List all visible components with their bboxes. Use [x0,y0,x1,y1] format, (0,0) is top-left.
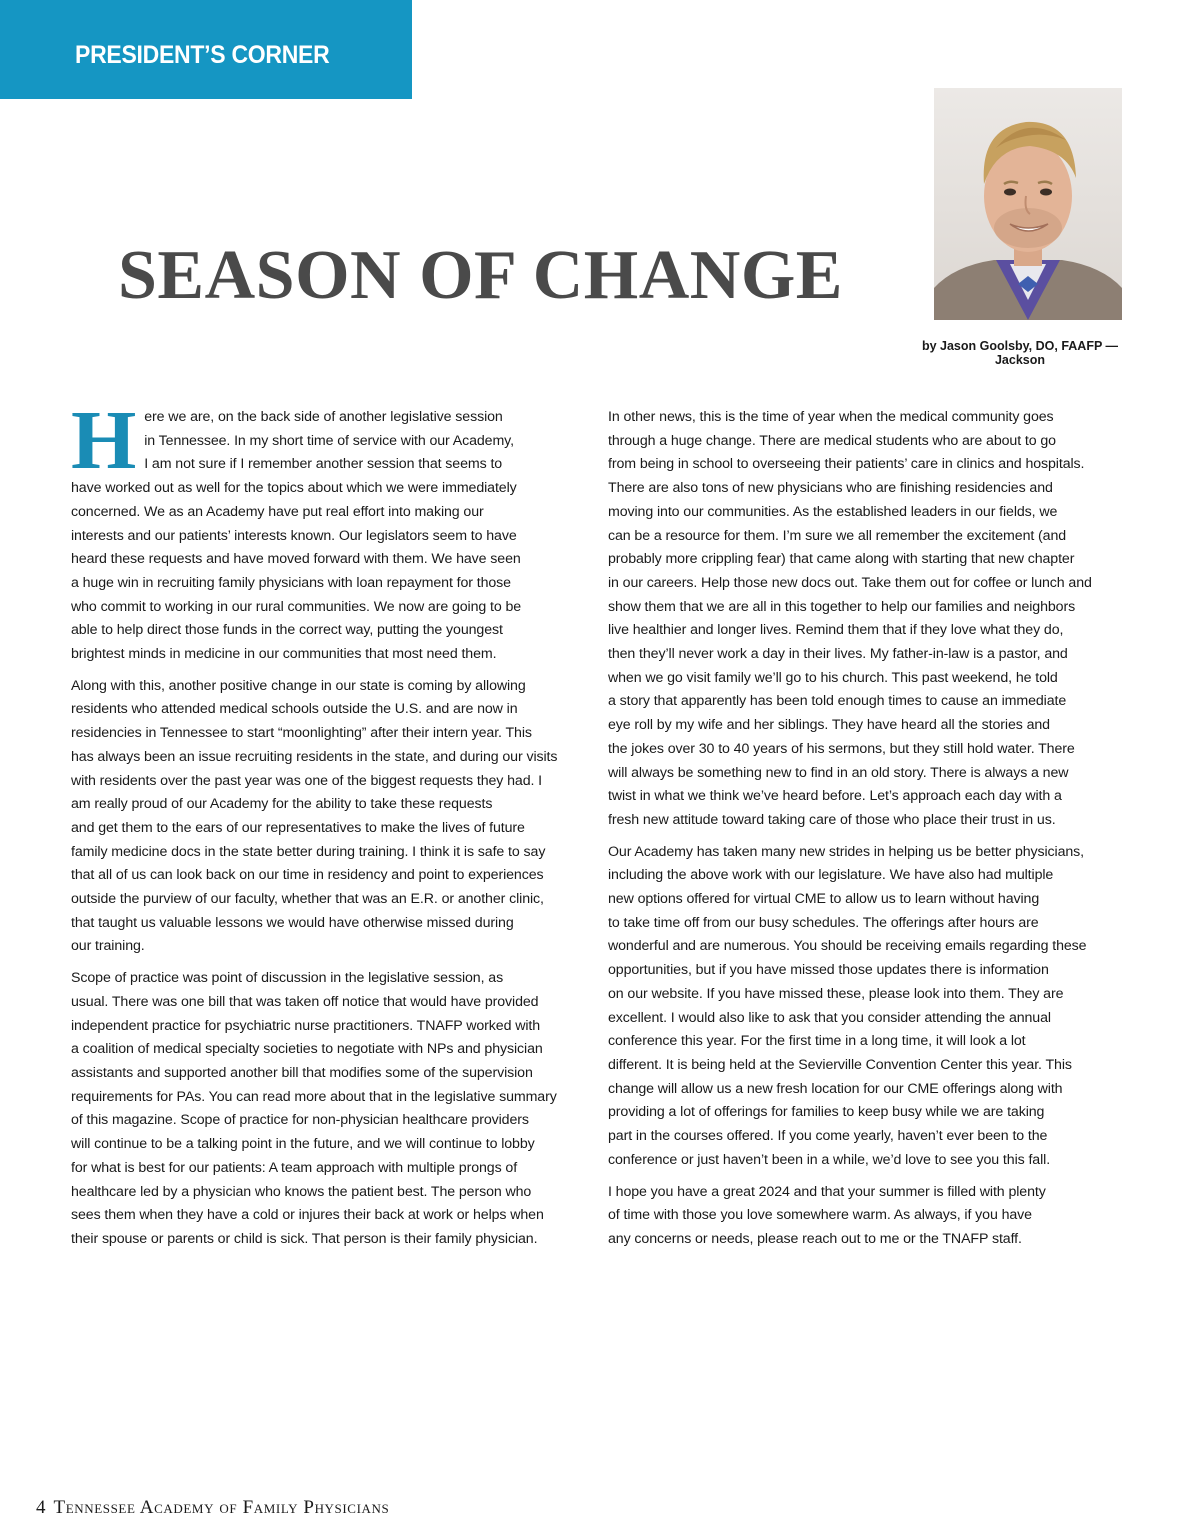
article-paragraph [71,675,571,959]
article-paragraph [608,841,1108,1173]
text-line: the jokes over 30 to 40 years of his sermons, but they still hold water. There [608,740,1075,757]
publication-name: Tennessee Academy of Family Physicians [53,1497,390,1518]
text-line: twist in what we think we’ve heard before. Let’s approach each day with a [608,788,1062,805]
text-line: has always been an issue recruiting residents in the state, and during our visits [71,748,558,765]
text-line: from being in school to overseeing their patients’ care in clinics and hospitals. [608,456,1085,473]
text-line: show them that we are all in this together to help our families and neighbors [608,598,1076,615]
text-line: will continue to be a talking point in the future, and we will continue to lobby [71,1136,535,1153]
text-line: am really proud of our Academy for the ability to take these requests [71,796,493,813]
article-paragraph [71,967,571,1251]
text-line: probably more crippling fear) that came along with starting that new chapter [608,551,1075,568]
text-line: their spouse or parents or child is sick. That person is their family physician. [71,1230,538,1247]
text-line: who commit to working in our rural communities. We now are going to be [71,598,522,615]
text-line: any concerns or needs, please reach out to me or the TNAFP staff. [608,1230,1022,1247]
page-footer [36,1497,389,1519]
text-line: have worked out as well for the topics about which we were immediately [71,480,517,497]
text-line: will always be something new to find in an old story. There is always a new [608,764,1069,781]
page-title: SEASON OF CHANGE [118,237,843,314]
text-line: conference this year. For the first time in a long time, it will look a lot [608,1033,1026,1050]
text-line: then they’ll never work a day in their lives. My father-in-law is a pastor, and [608,646,1068,663]
text-line: conference or just haven’t been in a while, we’d love to see you this fall. [608,1151,1051,1168]
text-line: usual. There was one bill that was taken off notice that would have provided [71,993,539,1010]
text-line: that taught us valuable lessons we would have otherwise missed during [71,914,514,931]
text-line: on our website. If you have missed these, please look into them. They are [608,985,1064,1002]
text-line: providing a lot of offerings for families to keep busy while we are taking [608,1104,1045,1121]
text-line: Along with this, another positive change in our state is coming by allowing [71,677,526,694]
article-paragraph [608,1181,1108,1252]
text-line: can be a resource for them. I’m sure we all remember the excitement (and [608,527,1067,544]
author-portrait-illustration [934,88,1122,320]
text-line: brightest minds in medicine in our communities that most need them. [71,646,497,663]
text-line: fresh new attitude toward taking care of those who place their trust in us. [608,811,1056,828]
text-line: that all of us can look back on our time in residency and point to experiences [71,867,544,884]
text-line: of this magazine. Scope of practice for non-physician healthcare providers [71,1112,529,1129]
text-line: sees them when they have a cold or injures their back at work or helps when [71,1207,544,1224]
text-line: and get them to the ears of our representatives to make the lives of future [71,819,525,836]
text-line: of time with those you love somewhere warm. As always, if you have [608,1207,1032,1224]
text-line: healthcare led by a physician who knows the patient best. The person who [71,1183,532,1200]
text-line: I hope you have a great 2024 and that your summer is filled with plenty [608,1183,1046,1200]
text-line: excellent. I would also like to ask that you consider attending the annual [608,1009,1051,1026]
text-line: through a huge change. There are medical students who are about to go [608,432,1056,449]
article-column-right [608,406,1108,1260]
text-line: opportunities, but if you have missed those updates there is information [608,962,1049,979]
text-line: to take time off from our busy schedules. The offerings after hours are [608,914,1039,931]
text-line: in Tennessee. In my short time of service with our Academy, [144,432,514,449]
text-line: residencies in Tennessee to start “moonlighting” after their intern year. This [71,725,532,742]
text-line: requirements for PAs. You can read more about that in the legislative summary [71,1088,557,1105]
text-line: new options offered for virtual CME to allow us to learn without having [608,891,1040,908]
text-line: concerned. We as an Academy have put real effort into making our [71,503,484,520]
text-line: in our careers. Help those new docs out. Take them out for coffee or lunch and [608,574,1092,591]
text-line: our training. [71,938,145,955]
text-line: eye roll by my wife and her siblings. They have heard all the stories and [608,717,1050,734]
text-line: family medicine docs in the state better during training. I think it is safe to say [71,843,546,860]
drop-cap: H [71,394,137,487]
text-line: live healthier and longer lives. Remind them that if they love what they do, [608,622,1064,639]
text-line: able to help direct those funds in the correct way, putting the youngest [71,622,503,639]
section-label: PRESIDENT’S CORNER [75,41,330,69]
page-number: 4 [36,1497,46,1518]
text-line: interests and our patients’ interests known. Our legislators seem to have [71,527,517,544]
text-line: with residents over the past year was one of the biggest requests they had. I [71,772,543,789]
section-banner [0,0,412,99]
text-line: for what is best for our patients: A team approach with multiple prongs of [71,1159,518,1176]
text-line: residents who attended medical schools outside the U.S. and are now in [71,701,518,718]
byline: by Jason Goolsby, DO, FAAFP — Jackson [921,339,1119,367]
article-paragraph [608,406,1108,833]
text-line: independent practice for psychiatric nurse practitioners. TNAFP worked with [71,1017,541,1034]
article-paragraph [71,394,571,667]
text-line: Scope of practice was point of discussion in the legislative session, as [71,970,504,987]
text-line: a coalition of medical specialty societies to negotiate with NPs and physician [71,1041,543,1058]
text-line: a huge win in recruiting family physicians with loan repayment for those [71,574,511,591]
text-line: ere we are, on the back side of another legislative session [144,409,503,425]
text-line: outside the purview of our faculty, whether that was an E.R. or another clinic, [71,891,544,908]
text-line: There are also tons of new physicians who are finishing residencies and [608,480,1053,497]
text-line: wonderful and are numerous. You should be receiving emails regarding these [608,938,1087,955]
text-line: different. It is being held at the Sevierville Convention Center this year. This [608,1056,1072,1073]
text-line: moving into our communities. As the established leaders in our fields, we [608,503,1058,520]
text-line: part in the courses offered. If you come yearly, haven’t ever been to the [608,1128,1048,1145]
text-line: assistants and supported another bill that modifies some of the supervision [71,1064,533,1081]
text-line: I am not sure if I remember another session that seems to [144,456,503,473]
text-line: including the above work with our legislature. We have also had multiple [608,867,1054,884]
text-line: a story that apparently has been told enough times to cause an immediate [608,693,1067,710]
article-column-left [71,394,571,1260]
text-line: In other news, this is the time of year when the medical community goes [608,409,1054,425]
text-line: when we go visit family we’ll go to his church. This past weekend, he told [608,669,1058,686]
text-line: heard these requests and have moved forward with them. We have seen [71,551,521,568]
text-line: Our Academy has taken many new strides in helping us be better physicians, [608,843,1085,860]
text-line: change will allow us a new fresh location for our CME offerings along with [608,1080,1063,1097]
author-photo [934,88,1122,320]
